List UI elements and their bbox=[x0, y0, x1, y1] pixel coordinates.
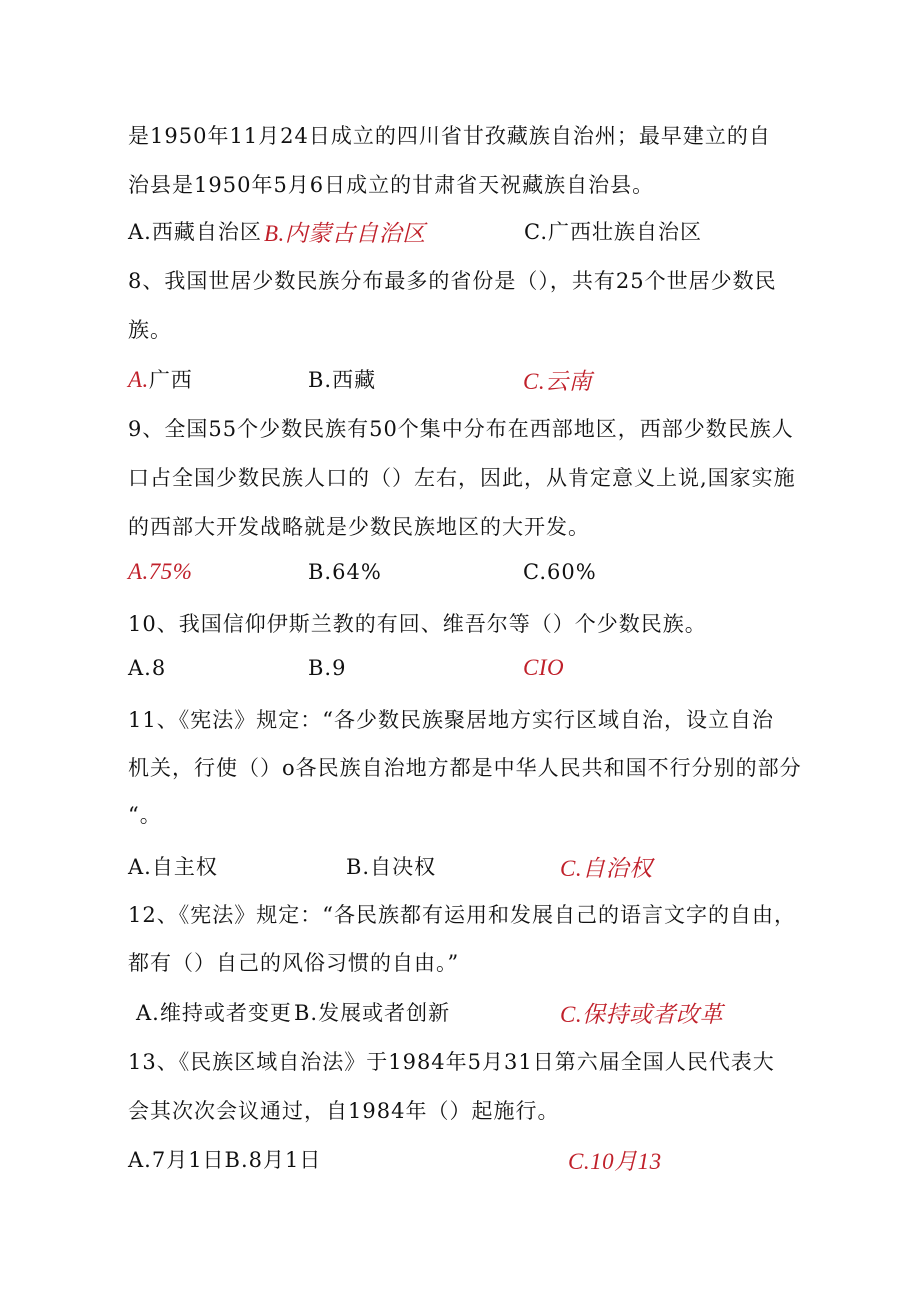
option-b: B.西藏 bbox=[308, 368, 377, 392]
correct-answer: C.保持或者改革 bbox=[560, 1002, 724, 1027]
question-12: 12、《宪法》规定：“各民族都有运用和发展自己的语言文字的自由， bbox=[128, 903, 796, 927]
correct-answer: C.10月13 bbox=[568, 1149, 662, 1174]
option-b: B.自决权 bbox=[346, 855, 437, 879]
text-line: 机关，行使（）o各民族自治地方都是中华人民共和国不行分别的部分 bbox=[128, 756, 802, 780]
option-c: C.广西壮族自治区 bbox=[524, 220, 702, 244]
option-a: A.自主权 bbox=[128, 855, 218, 879]
option-ab: A.7月1日B.8月1日 bbox=[128, 1148, 322, 1172]
correct-answer: CIO bbox=[523, 655, 565, 680]
question-11: 11、《宪法》规定：“各少数民族聚居地方实行区域自治，设立自治 bbox=[128, 708, 774, 732]
text-line: 的西部大开发战略就是少数民族地区的大开发。 bbox=[128, 515, 590, 539]
option-a: A.西藏自治区 bbox=[128, 220, 262, 244]
question-9: 9、全国55个少数民族有50个集中分布在西部地区，西部少数民族人 bbox=[128, 417, 794, 441]
option-c: C.60% bbox=[523, 560, 597, 584]
text-line: 都有（）自己的风俗习惯的自由。” bbox=[128, 951, 460, 975]
text-line: 口占全国少数民族人口的（）左右，因此，从肯定意义上说,国家实施 bbox=[128, 466, 796, 490]
option-a-text: 广西 bbox=[148, 368, 193, 392]
text-line: 治县是1950年5月6日成立的甘肃省天祝藏族自治县。 bbox=[128, 173, 655, 197]
correct-answer: A.75% bbox=[128, 559, 193, 584]
correct-answer: C.自治权 bbox=[560, 856, 653, 881]
option-a: A.维持或者变更 bbox=[136, 1001, 292, 1025]
question-8: 8、我国世居少数民族分布最多的省份是（），共有25个世居少数民 bbox=[128, 269, 777, 293]
option-b: B.发展或者创新 bbox=[294, 1001, 451, 1025]
text-line: 族。 bbox=[128, 318, 172, 342]
correct-answer: B.内蒙古自治区 bbox=[264, 221, 426, 246]
text-line: 会其次次会议通过，自1984年（）起施行。 bbox=[128, 1099, 560, 1123]
text-line: “。 bbox=[128, 803, 162, 827]
option-a bbox=[128, 364, 193, 394]
question-13: 13、《民族区域自治法》于1984年5月31日第六届全国人民代表大 bbox=[128, 1050, 775, 1074]
option-a: A.8 bbox=[128, 656, 167, 680]
option-a-prefix: A. bbox=[128, 367, 149, 392]
option-b: B.64% bbox=[308, 560, 382, 584]
correct-answer: C.云南 bbox=[523, 369, 593, 394]
question-10: 10、我国信仰伊斯兰教的有回、维吾尔等（）个少数民族。 bbox=[128, 612, 707, 636]
option-b: B.9 bbox=[308, 656, 347, 680]
text-line: 是1950年11月24日成立的四川省甘孜藏族自治州；最早建立的自 bbox=[128, 124, 771, 148]
